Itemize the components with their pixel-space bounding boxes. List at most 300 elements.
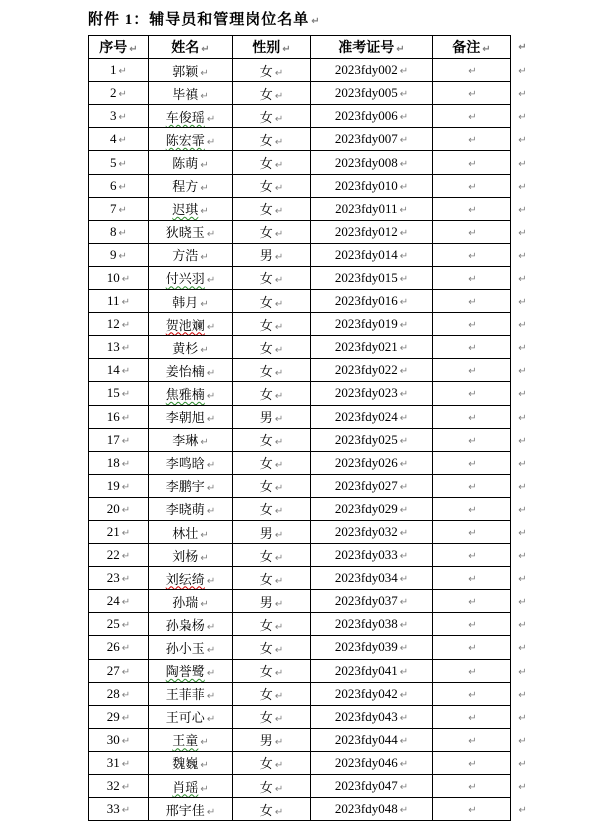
cell-serial: 24 ↵ [89,590,149,613]
row-end-mark-cell [511,266,533,289]
cell-end-mark: ↵ [468,273,477,285]
cell-note [433,590,511,613]
candidate-name: 贺池斓 [165,317,205,333]
cell-end-mark: ↵ [274,806,284,818]
cell-end-mark: ↵ [206,483,216,495]
table-row [89,82,533,105]
table-row [89,497,533,520]
cell-note [433,705,511,728]
cell-end-mark: ↵ [399,227,409,239]
cell-ticket: 2023fdy014 ↵ [311,243,433,266]
cell-note [433,659,511,682]
cell-end-mark: ↵ [518,620,527,632]
cell-name [149,220,233,243]
header-gender-label: 性别 [252,41,281,57]
cell-end-mark: ↵ [121,412,131,424]
cell-gender: 女 ↵ [233,636,311,659]
cell-end-mark: ↵ [518,389,527,401]
cell-end-mark: ↵ [274,621,284,633]
cell-end-mark: ↵ [206,113,216,125]
candidate-name: 李晓萌 [165,502,205,518]
cell-end-mark: ↵ [274,552,284,564]
row-end-mark-cell [511,451,533,474]
cell-end-mark: ↵ [274,598,284,610]
table-header-row [89,36,533,59]
row-end-mark-cell [511,105,533,128]
cell-name [149,382,233,405]
row-end-mark-cell [511,659,533,682]
cell-end-mark: ↵ [468,481,477,493]
cell-name [149,520,233,543]
cell-end-mark: ↵ [518,689,527,701]
cell-serial: 29 ↵ [89,705,149,728]
candidate-name: 孙瑞 [172,594,199,610]
cell-note [433,405,511,428]
cell-serial: 32 ↵ [89,775,149,798]
cell-gender: 女 ↵ [233,290,311,313]
cell-ticket: 2023fdy005 ↵ [311,82,433,105]
row-end-mark-cell [511,497,533,520]
cell-end-mark: ↵ [399,343,409,355]
candidate-name: 毕禛 [172,86,199,102]
table-row [89,775,533,798]
cell-name [149,428,233,451]
cell-end-mark: ↵ [274,506,284,518]
cell-gender: 女 ↵ [233,682,311,705]
cell-end-mark: ↵ [399,250,409,262]
cell-gender: 女 ↵ [233,128,311,151]
candidate-name: 郭颖 [172,63,199,79]
cell-name [149,128,233,151]
cell-ticket: 2023fdy010 ↵ [311,174,433,197]
cell-ticket: 2023fdy012 ↵ [311,220,433,243]
cell-end-mark: ↵ [274,367,284,379]
cell-end-mark: ↵ [518,227,527,239]
cell-end-mark: ↵ [121,666,131,678]
cell-end-mark: ↵ [468,343,477,355]
cell-end-mark: ↵ [399,135,409,147]
table-row [89,451,533,474]
cell-end-mark: ↵ [206,575,216,587]
row-end-mark-cell [511,359,533,382]
table-row [89,313,533,336]
cell-serial: 31 ↵ [89,751,149,774]
cell-end-mark: ↵ [518,481,527,493]
cell-end-mark: ↵ [518,504,527,516]
cell-end-mark: ↵ [274,113,284,125]
cell-serial: 5 ↵ [89,151,149,174]
cell-end-mark: ↵ [118,112,127,124]
cell-name [149,636,233,659]
cell-end-mark: ↵ [274,229,284,241]
cell-serial: 33 ↵ [89,798,149,821]
table-row [89,266,533,289]
header-ticket [311,36,433,59]
cell-end-mark: ↵ [468,689,477,701]
table-row [89,382,533,405]
header-serial-label: 序号 [99,41,128,57]
cell-end-mark: ↵ [200,298,209,310]
cell-end-mark: ↵ [518,66,527,78]
cell-end-mark: ↵ [518,89,527,101]
cell-end-mark: ↵ [518,435,527,447]
cell-note [433,336,511,359]
cell-note [433,567,511,590]
cell-end-mark: ↵ [399,758,409,770]
cell-end-mark: ↵ [200,737,209,749]
cell-end-mark: ↵ [121,343,131,355]
cell-note [433,197,511,220]
cell-ticket: 2023fdy044 ↵ [311,728,433,751]
candidate-name: 黄杉 [172,340,199,356]
cell-end-mark: ↵ [468,297,477,309]
table-row [89,197,533,220]
cell-note [433,636,511,659]
cell-end-mark: ↵ [200,206,209,218]
cell-end-mark: ↵ [468,551,477,563]
cell-end-mark: ↵ [274,760,284,772]
cell-gender: 女 ↵ [233,798,311,821]
cell-note [433,544,511,567]
cell-end-mark: ↵ [399,204,408,216]
cell-end-mark: ↵ [200,344,209,356]
cell-note [433,359,511,382]
header-note-label: 备注 [452,41,481,57]
cell-gender: 男 ↵ [233,405,311,428]
cell-end-mark: ↵ [274,90,284,102]
cell-note [433,613,511,636]
cell-end-mark: ↵ [282,44,291,56]
attachment-title [88,8,558,29]
cell-name [149,290,233,313]
cell-serial: 26 ↵ [89,636,149,659]
table-row [89,128,533,151]
cell-end-mark: ↵ [121,458,131,470]
cell-end-mark: ↵ [399,273,409,285]
cell-end-mark: ↵ [399,181,409,193]
cell-name [149,266,233,289]
cell-gender: 女 ↵ [233,82,311,105]
cell-end-mark: ↵ [274,437,284,449]
table-row [89,636,533,659]
row-end-mark-cell [511,567,533,590]
cell-end-mark: ↵ [468,782,477,794]
cell-end-mark: ↵ [121,528,131,540]
row-end-mark-cell [511,798,533,821]
cell-end-mark: ↵ [274,783,284,795]
cell-note [433,220,511,243]
cell-end-mark: ↵ [274,67,284,79]
cell-ticket: 2023fdy042 ↵ [311,682,433,705]
cell-end-mark: ↵ [121,782,131,794]
cell-gender: 女 ↵ [233,266,311,289]
cell-end-mark: ↵ [399,297,409,309]
cell-end-mark: ↵ [200,67,209,79]
row-end-mark-cell [511,382,533,405]
attachment-title-text: 附件 1：辅导员和管理岗位名单 [88,12,310,28]
cell-end-mark: ↵ [121,574,131,586]
cell-ticket: 2023fdy011 ↵ [311,197,433,220]
cell-end-mark: ↵ [121,643,131,655]
cell-note [433,798,511,821]
cell-gender: 女 ↵ [233,197,311,220]
table-row [89,659,533,682]
cell-note [433,59,511,82]
cell-ticket: 2023fdy006 ↵ [311,105,433,128]
cell-name [149,613,233,636]
cell-end-mark: ↵ [206,691,216,703]
row-end-mark-cell [511,290,533,313]
document-content [88,8,558,821]
row-end-mark-cell [511,197,533,220]
row-end-mark-cell [511,151,533,174]
cell-end-mark: ↵ [274,714,284,726]
table-row [89,590,533,613]
cell-ticket: 2023fdy002 ↵ [311,59,433,82]
cell-end-mark: ↵ [399,712,409,724]
cell-end-mark: ↵ [118,89,127,101]
cell-end-mark: ↵ [274,160,284,172]
cell-ticket: 2023fdy029 ↵ [311,497,433,520]
cell-end-mark: ↵ [399,158,409,170]
cell-end-mark: ↵ [274,460,284,472]
cell-note [433,290,511,313]
cell-name [149,59,233,82]
row-end-mark-cell [511,636,533,659]
cell-end-mark: ↵ [518,273,527,285]
cell-name [149,336,233,359]
candidate-name: 韩月 [172,294,199,310]
cell-note [433,451,511,474]
table-row [89,243,533,266]
cell-gender: 男 ↵ [233,590,311,613]
row-end-mark-cell [511,82,533,105]
table-row [89,798,533,821]
cell-end-mark: ↵ [129,44,138,56]
cell-note [433,82,511,105]
cell-end-mark: ↵ [274,483,284,495]
cell-end-mark: ↵ [468,135,477,147]
row-end-mark-cell [511,751,533,774]
cell-serial: 30 ↵ [89,728,149,751]
cell-serial: 6 ↵ [89,174,149,197]
candidate-name: 刘杨 [172,548,199,564]
table-row [89,59,533,82]
table-row [89,567,533,590]
cell-end-mark: ↵ [274,414,284,426]
candidate-name: 王童 [172,733,199,749]
cell-gender: 女 ↵ [233,751,311,774]
candidate-name: 李鸣晗 [165,456,205,472]
cell-end-mark: ↵ [399,366,409,378]
cell-end-mark: ↵ [468,597,477,609]
cell-end-mark: ↵ [121,273,131,285]
row-end-mark-cell [511,174,533,197]
cell-name [149,174,233,197]
cell-end-mark: ↵ [399,643,409,655]
cell-end-mark: ↵ [399,481,409,493]
cell-end-mark: ↵ [121,758,131,770]
cell-name [149,682,233,705]
cell-end-mark: ↵ [206,806,216,818]
cell-end-mark: ↵ [121,712,131,724]
cell-gender: 女 ↵ [233,544,311,567]
cell-end-mark: ↵ [121,689,131,701]
cell-end-mark: ↵ [518,782,527,794]
cell-gender: 女 ↵ [233,336,311,359]
cell-serial: 12 ↵ [89,313,149,336]
row-end-mark-cell [511,775,533,798]
cell-end-mark: ↵ [200,529,209,541]
cell-end-mark: ↵ [518,112,527,124]
candidate-name: 焦雅楠 [165,386,205,402]
cell-end-mark: ↵ [518,735,527,747]
cell-end-mark: ↵ [468,66,477,78]
cell-name [149,82,233,105]
cell-end-mark: ↵ [274,344,284,356]
cell-serial: 17 ↵ [89,428,149,451]
cell-note [433,382,511,405]
cell-end-mark: ↵ [518,181,527,193]
cell-end-mark: ↵ [468,504,477,516]
candidate-name: 姜怡楠 [165,363,205,379]
row-end-mark-cell [511,36,533,59]
cell-end-mark: ↵ [399,112,409,124]
candidate-name: 刘纭绮 [165,571,205,587]
cell-end-mark: ↵ [274,575,284,587]
table-row [89,705,533,728]
cell-end-mark: ↵ [118,227,127,239]
cell-serial: 13 ↵ [89,336,149,359]
table-row [89,682,533,705]
row-end-mark-cell [511,682,533,705]
cell-end-mark: ↵ [518,712,527,724]
cell-ticket: 2023fdy034 ↵ [311,567,433,590]
cell-ticket: 2023fdy026 ↵ [311,451,433,474]
cell-end-mark: ↵ [206,229,216,241]
cell-end-mark: ↵ [468,181,477,193]
cell-serial: 25 ↵ [89,613,149,636]
cell-ticket: 2023fdy025 ↵ [311,428,433,451]
table-row [89,520,533,543]
cell-end-mark: ↵ [118,135,127,147]
table-row [89,613,533,636]
header-name [149,36,233,59]
candidate-name: 王可心 [165,710,205,726]
cell-end-mark: ↵ [118,66,127,78]
cell-end-mark: ↵ [118,204,127,216]
cell-gender: 女 ↵ [233,705,311,728]
cell-end-mark: ↵ [468,227,477,239]
cell-end-mark: ↵ [201,44,210,56]
table-row [89,359,533,382]
candidate-name: 邢宇佳 [165,802,205,818]
cell-end-mark: ↵ [118,158,127,170]
cell-serial: 8 ↵ [89,220,149,243]
row-end-mark-cell [511,220,533,243]
cell-end-mark: ↵ [518,666,527,678]
cell-name [149,105,233,128]
row-end-mark-cell [511,705,533,728]
cell-name [149,451,233,474]
cell-serial: 18 ↵ [89,451,149,474]
cell-end-mark: ↵ [200,437,209,449]
header-serial [89,36,149,59]
cell-gender: 女 ↵ [233,451,311,474]
cell-ticket: 2023fdy023 ↵ [311,382,433,405]
cell-end-mark: ↵ [399,435,409,447]
cell-end-mark: ↵ [518,412,527,424]
cell-end-mark: ↵ [518,250,527,262]
cell-end-mark: ↵ [274,183,284,195]
row-end-mark-cell [511,474,533,497]
cell-end-mark: ↵ [274,390,284,402]
header-gender [233,36,311,59]
cell-name [149,728,233,751]
cell-end-mark: ↵ [206,668,216,680]
cell-serial: 11 ↵ [89,290,149,313]
cell-gender: 女 ↵ [233,659,311,682]
cell-ticket: 2023fdy048 ↵ [311,798,433,821]
cell-end-mark: ↵ [274,321,284,333]
cell-ticket: 2023fdy022 ↵ [311,359,433,382]
cell-end-mark: ↵ [274,136,284,148]
cell-gender: 女 ↵ [233,151,311,174]
candidate-name: 林壮 [172,525,199,541]
table-row [89,728,533,751]
cell-note [433,775,511,798]
cell-end-mark: ↵ [206,714,216,726]
cell-end-mark: ↵ [399,66,409,78]
cell-note [433,497,511,520]
cell-gender: 男 ↵ [233,728,311,751]
cell-name [149,775,233,798]
candidate-name: 迟琪 [172,202,199,218]
cell-ticket: 2023fdy024 ↵ [311,405,433,428]
cell-end-mark: ↵ [200,760,209,772]
cell-end-mark: ↵ [206,321,216,333]
cell-ticket: 2023fdy032 ↵ [311,520,433,543]
cell-note [433,243,511,266]
cell-end-mark: ↵ [518,643,527,655]
cell-end-mark: ↵ [518,758,527,770]
cell-end-mark: ↵ [274,668,284,680]
cell-end-mark: ↵ [399,689,409,701]
candidate-name: 车俊瑶 [165,109,205,125]
cell-end-mark: ↵ [274,691,284,703]
cell-end-mark: ↵ [200,552,209,564]
cell-ticket: 2023fdy008 ↵ [311,151,433,174]
cell-end-mark: ↵ [399,504,409,516]
row-end-mark-cell [511,128,533,151]
cell-end-mark: ↵ [121,551,131,563]
cell-end-mark: ↵ [468,620,477,632]
cell-serial: 21 ↵ [89,520,149,543]
cell-serial: 14 ↵ [89,359,149,382]
cell-end-mark: ↵ [518,320,527,332]
cell-end-mark: ↵ [399,89,409,101]
candidate-name: 孙枭杨 [165,617,205,633]
table-body [89,59,533,821]
cell-end-mark: ↵ [468,458,477,470]
cell-end-mark: ↵ [468,204,477,216]
cell-end-mark: ↵ [468,574,477,586]
cell-end-mark: ↵ [206,460,216,472]
row-end-mark-cell [511,313,533,336]
cell-end-mark: ↵ [468,805,477,817]
cell-end-mark: ↵ [518,528,527,540]
cell-gender: 女 ↵ [233,359,311,382]
